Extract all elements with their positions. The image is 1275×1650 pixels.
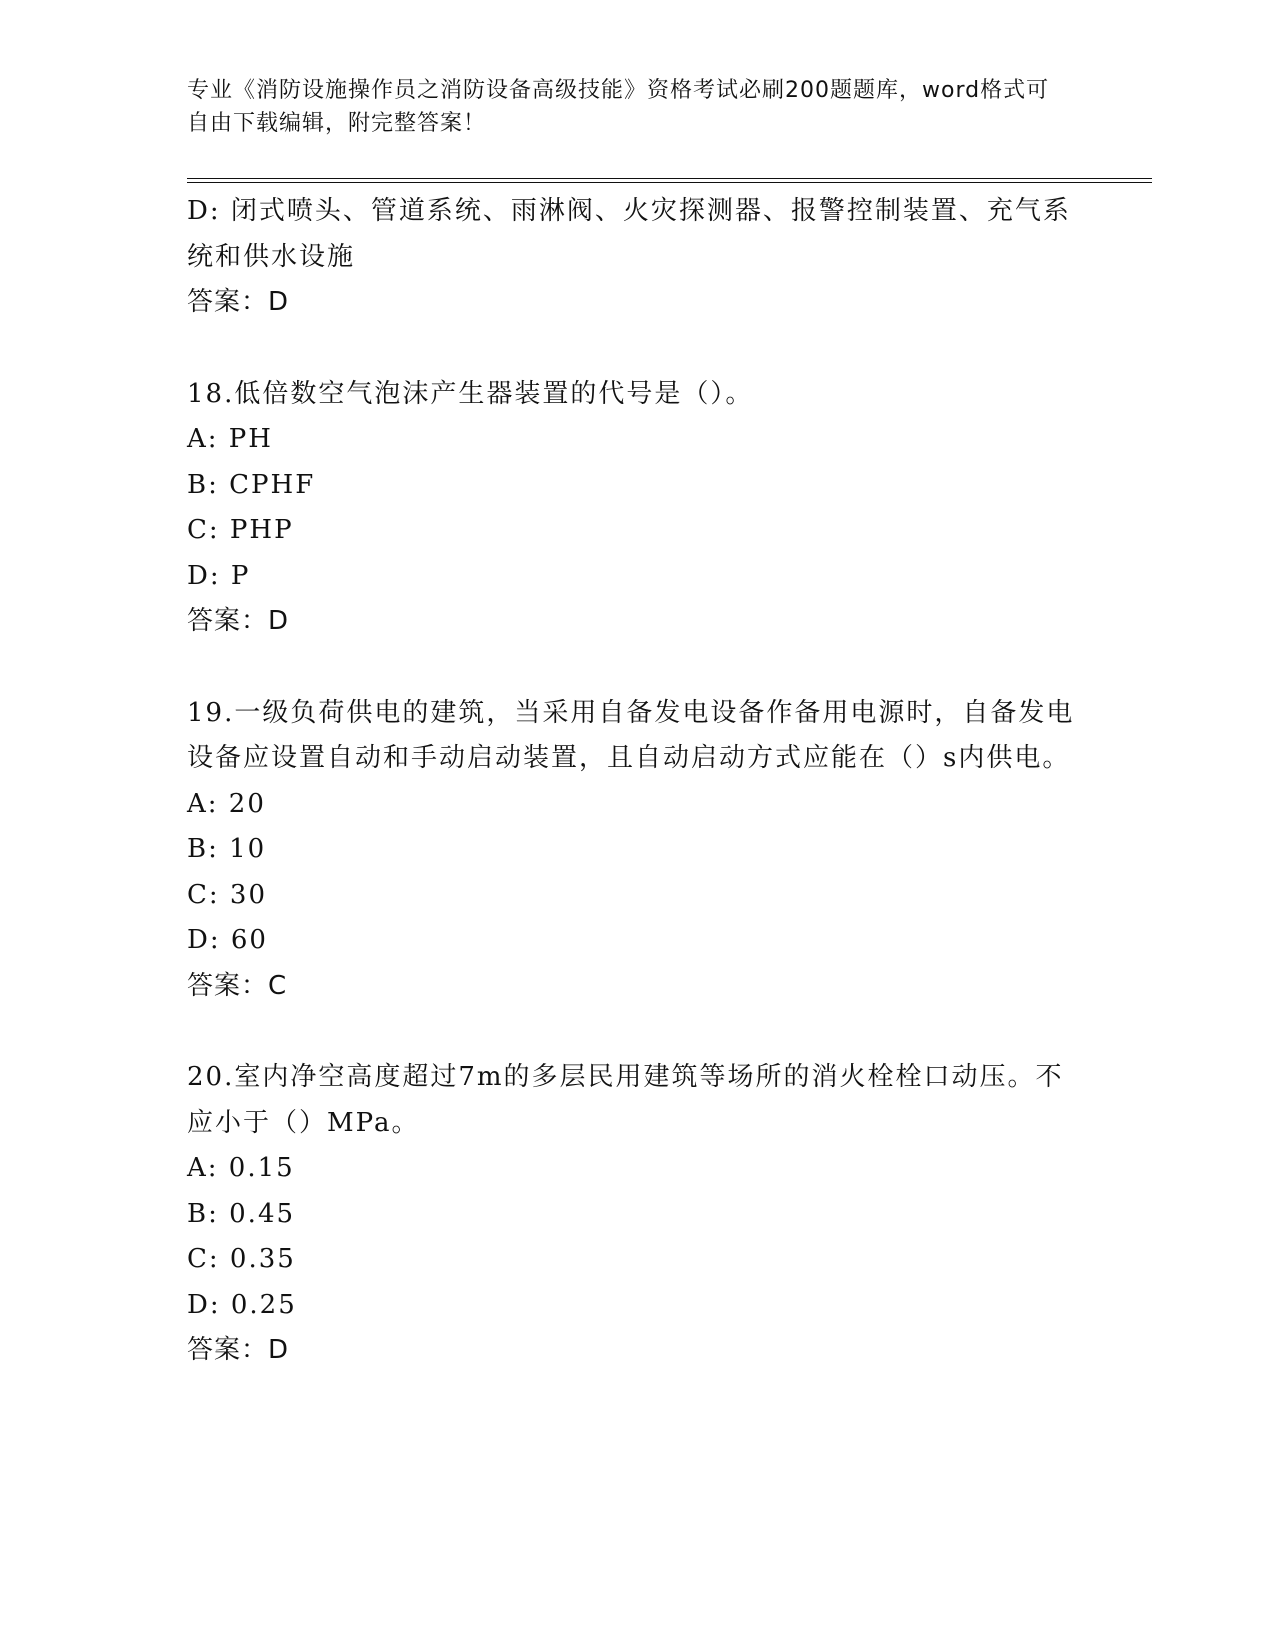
header-divider-bottom <box>187 182 1152 183</box>
option-a: A: PH <box>187 424 273 454</box>
option-b: B: 0.45 <box>187 1198 296 1229</box>
option-c: C: 30 <box>187 879 268 910</box>
spacer <box>187 1009 1087 1055</box>
answer-line: 答案：D <box>187 287 290 317</box>
option-d: D: 60 <box>187 925 268 955</box>
option-c: C: PHP <box>187 515 294 545</box>
option-b: B: 10 <box>187 834 267 864</box>
question-19 <box>187 691 1087 1010</box>
question-20 <box>187 1055 1087 1374</box>
spacer <box>187 326 1087 372</box>
option-a: A: 0.15 <box>187 1153 295 1183</box>
document-body <box>187 189 1087 1374</box>
option-d: D: 闭式喷头、管道系统、雨淋阀、火灾探测器、报警控制装置、充气系统和供水设施 <box>187 196 1071 272</box>
answer-line: 答案：C <box>187 970 288 1001</box>
option-c: C: 0.35 <box>187 1244 296 1274</box>
option-d: D: P <box>187 560 251 591</box>
document-header: 专业《消防设施操作员之消防设备高级技能》资格考试必刷200题题库，word格式可自由下载编辑，附完整答案！ <box>187 78 1050 136</box>
question-stem: 20.室内净空高度超过7m的多层民用建筑等场所的消火栓栓口动压。不应小于（）MPa。 <box>187 1062 1064 1138</box>
answer-line: 答案：D <box>187 1335 290 1365</box>
question-17-tail <box>187 189 1087 326</box>
option-b: B: CPHF <box>187 469 316 500</box>
question-stem: 18.低倍数空气泡沫产生器装置的代号是（）。 <box>187 378 754 409</box>
answer-line: 答案：D <box>187 606 290 636</box>
option-d: D: 0.25 <box>187 1289 297 1320</box>
option-a: A: 20 <box>187 788 266 819</box>
question-18 <box>187 372 1087 645</box>
header-divider-top <box>187 178 1152 179</box>
spacer <box>187 645 1087 691</box>
question-stem: 19.一级负荷供电的建筑，当采用自备发电设备作备用电源时，自备发电设备应设置自动和手动启动装置，且自动启动方式应能在（）s内供电。 <box>187 697 1075 773</box>
